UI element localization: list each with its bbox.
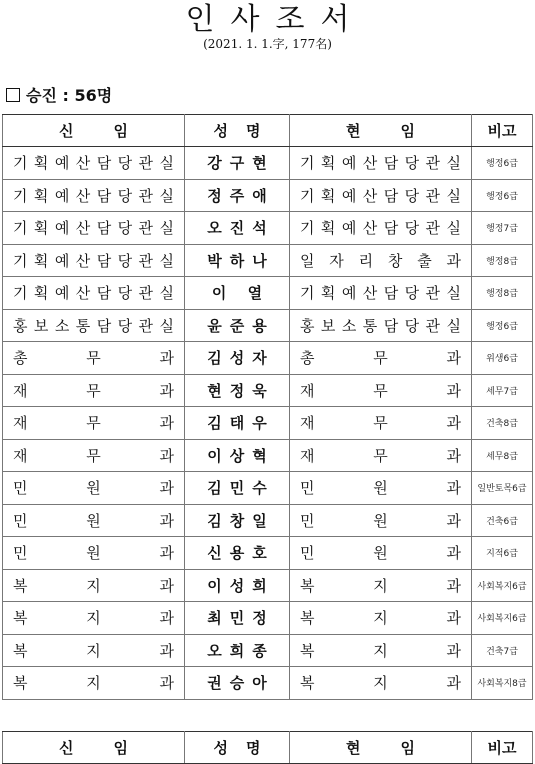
column-header-note: 비고 xyxy=(472,115,533,147)
note-cell: 건축7급 xyxy=(472,634,533,667)
column-header-name: 성명 xyxy=(185,732,290,764)
name-cell: 이성희 xyxy=(185,569,290,602)
name-cell: 정주애 xyxy=(185,179,290,212)
page-title: 인사조서 xyxy=(185,2,366,37)
column-header-new-post: 신임 xyxy=(3,732,185,764)
current-post-cell: 일 자 리 창 출 과 xyxy=(290,244,472,277)
table-row xyxy=(3,147,533,180)
current-post-cell: 민 원 과 xyxy=(290,472,472,505)
name-cell: 최민정 xyxy=(185,602,290,635)
new-post-cell: 기 획 예 산 담 당 관 실 xyxy=(3,147,185,180)
name-cell: 강구현 xyxy=(185,147,290,180)
table-row xyxy=(3,569,533,602)
note-cell: 건축8급 xyxy=(472,407,533,440)
column-header-new-post: 신임 xyxy=(3,115,185,147)
current-post-cell: 총 무 과 xyxy=(290,342,472,375)
name-cell: 권승아 xyxy=(185,667,290,700)
note-cell: 행정6급 xyxy=(472,179,533,212)
table-row xyxy=(3,277,533,310)
current-post-cell: 재 무 과 xyxy=(290,407,472,440)
current-post-cell: 복 지 과 xyxy=(290,602,472,635)
new-post-cell: 민 원 과 xyxy=(3,472,185,505)
name-cell: 김태우 xyxy=(185,407,290,440)
new-post-cell: 기 획 예 산 담 당 관 실 xyxy=(3,244,185,277)
current-post-cell: 복 지 과 xyxy=(290,569,472,602)
name-cell: 김창일 xyxy=(185,504,290,537)
table-row xyxy=(3,634,533,667)
column-header-name: 성명 xyxy=(185,115,290,147)
page-subtitle: (2021. 1. 1.字, 177名) xyxy=(203,37,332,51)
new-post-cell: 기 획 예 산 담 당 관 실 xyxy=(3,179,185,212)
new-post-cell: 복 지 과 xyxy=(3,667,185,700)
table-row xyxy=(3,212,533,245)
new-post-cell: 재 무 과 xyxy=(3,374,185,407)
column-header-current-post: 현임 xyxy=(290,115,472,147)
personnel-table xyxy=(2,114,533,700)
current-post-cell: 기 획 예 산 담 당 관 실 xyxy=(290,212,472,245)
name-cell: 이 열 xyxy=(185,277,290,310)
new-post-cell: 기 획 예 산 담 당 관 실 xyxy=(3,212,185,245)
note-cell: 건축6급 xyxy=(472,504,533,537)
new-post-cell: 홍 보 소 통 담 당 관 실 xyxy=(3,309,185,342)
name-cell: 오희종 xyxy=(185,634,290,667)
new-post-cell: 복 지 과 xyxy=(3,634,185,667)
column-header-current-post: 현임 xyxy=(290,732,472,764)
note-cell: 행정6급 xyxy=(472,147,533,180)
table-row xyxy=(3,504,533,537)
note-cell: 위생6급 xyxy=(472,342,533,375)
current-post-cell: 재 무 과 xyxy=(290,374,472,407)
name-cell: 박하나 xyxy=(185,244,290,277)
note-cell: 사회복지8급 xyxy=(472,667,533,700)
table-header-row xyxy=(3,732,533,764)
current-post-cell: 복 지 과 xyxy=(290,634,472,667)
current-post-cell: 재 무 과 xyxy=(290,439,472,472)
note-cell: 세무8급 xyxy=(472,439,533,472)
new-post-cell: 재 무 과 xyxy=(3,439,185,472)
table-row xyxy=(3,309,533,342)
new-post-cell: 민 원 과 xyxy=(3,504,185,537)
section-heading xyxy=(6,86,112,106)
current-post-cell: 복 지 과 xyxy=(290,667,472,700)
current-post-cell: 민 원 과 xyxy=(290,504,472,537)
table-row xyxy=(3,179,533,212)
note-cell: 행정6급 xyxy=(472,309,533,342)
note-cell: 행정8급 xyxy=(472,277,533,310)
table-row xyxy=(3,342,533,375)
checkbox-square-icon xyxy=(6,88,20,102)
name-cell: 윤준용 xyxy=(185,309,290,342)
new-post-cell: 민 원 과 xyxy=(3,537,185,570)
column-header-note: 비고 xyxy=(472,732,533,764)
current-post-cell: 기 획 예 산 담 당 관 실 xyxy=(290,147,472,180)
name-cell: 신용호 xyxy=(185,537,290,570)
table-row xyxy=(3,407,533,440)
name-cell: 이상혁 xyxy=(185,439,290,472)
table-header-row xyxy=(3,115,533,147)
name-cell: 김민수 xyxy=(185,472,290,505)
note-cell: 행정7급 xyxy=(472,212,533,245)
name-cell: 오진석 xyxy=(185,212,290,245)
new-post-cell: 재 무 과 xyxy=(3,407,185,440)
name-cell: 현정욱 xyxy=(185,374,290,407)
note-cell: 일반토목6급 xyxy=(472,472,533,505)
note-cell: 세무7급 xyxy=(472,374,533,407)
personnel-table-continued xyxy=(2,731,533,764)
section-label: 승진 : 56명 xyxy=(26,86,113,105)
current-post-cell: 홍 보 소 통 담 당 관 실 xyxy=(290,309,472,342)
current-post-cell: 민 원 과 xyxy=(290,537,472,570)
note-cell: 사회복지6급 xyxy=(472,569,533,602)
table-row xyxy=(3,537,533,570)
table-row xyxy=(3,602,533,635)
table-row xyxy=(3,374,533,407)
current-post-cell: 기 획 예 산 담 당 관 실 xyxy=(290,179,472,212)
table-row xyxy=(3,667,533,700)
new-post-cell: 복 지 과 xyxy=(3,569,185,602)
table-row xyxy=(3,244,533,277)
note-cell: 사회복지6급 xyxy=(472,602,533,635)
current-post-cell: 기 획 예 산 담 당 관 실 xyxy=(290,277,472,310)
table-row xyxy=(3,472,533,505)
note-cell: 행정8급 xyxy=(472,244,533,277)
note-cell: 지적6급 xyxy=(472,537,533,570)
new-post-cell: 복 지 과 xyxy=(3,602,185,635)
name-cell: 김성자 xyxy=(185,342,290,375)
new-post-cell: 기 획 예 산 담 당 관 실 xyxy=(3,277,185,310)
new-post-cell: 총 무 과 xyxy=(3,342,185,375)
table-row xyxy=(3,439,533,472)
